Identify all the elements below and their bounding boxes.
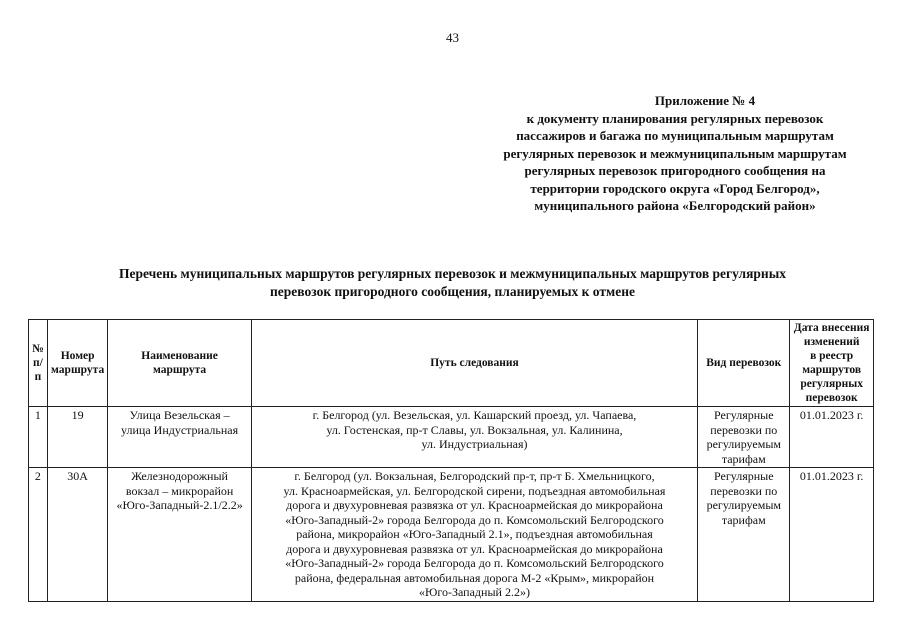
table-row — [29, 407, 874, 468]
table-row — [29, 468, 874, 602]
appendix-line: пассажиров и багажа по муниципальным маршрутам — [516, 128, 834, 143]
cell-route-name: Улица Везельская – улица Индустриальная — [108, 407, 251, 468]
document-title — [20, 265, 885, 301]
cell-route-number: 19 — [47, 407, 108, 468]
appendix-heading — [460, 92, 890, 215]
appendix-line: к документу планирования регулярных перевозок — [526, 110, 824, 126]
cell-path: г. Белгород (ул. Вокзальная, Белгородский пр-т, пр-т Б. Хмельницкого, ул. Красноармейская, ул. Белгородской сирени, подъездная автомобильная дорога и двухуровневая развязка от ул. Красноармейская до микрорайона «Юго-Западный-2» города Белгорода до п. Комсомольский Белгородского района, микрорайон «Юго-Западный 2.1», подъездная автомобильная дорога и двухуровневая развязка от ул. Красноармейская до микрорайона «Юго-Западный-2» города Белгорода до п. Комсомольский Белгородского района, федеральная автомобильная дорога М-2 «Крым», микрорайон «Юго-Западный 2.2») — [251, 468, 698, 602]
page-number: 43 — [446, 30, 459, 45]
cell-change-date: 01.01.2023 г. — [790, 407, 874, 468]
cell-num: 1 — [29, 407, 48, 468]
appendix-line: Приложение № 4 — [654, 93, 756, 108]
cell-path: г. Белгород (ул. Везельская, ул. Кашарский проезд, ул. Чапаева, ул. Гостенская, пр-т Славы, ул. Вокзальная, ул. Калинина, ул. Индустриальная) — [251, 407, 698, 468]
appendix-line: территории городского округа «Город Белгород», — [530, 180, 820, 196]
cell-route-name: Железнодорожный вокзал – микрорайон «Юго-Западный-2.1/2.2» — [108, 468, 251, 602]
cell-transport-type: Регулярные перевозки по регулируемым тарифам — [698, 468, 790, 602]
cell-num: 2 — [29, 468, 48, 602]
appendix-line: муниципального района «Белгородский район» — [534, 198, 816, 213]
header-route-number: Номер маршрута — [47, 320, 108, 407]
title-line: перевозок пригородного сообщения, планируемых к отмене — [270, 284, 635, 299]
cell-transport-type: Регулярные перевозки по регулируемым тарифам — [698, 407, 790, 468]
header-path: Путь следования — [251, 320, 698, 407]
header-num: № п/п — [29, 320, 48, 407]
table-header-row — [29, 320, 874, 407]
routes-table — [28, 319, 874, 602]
title-line: Перечень муниципальных маршрутов регулярных перевозок и межмуниципальных маршрутов регулярных — [119, 266, 786, 281]
header-route-name: Наименование маршрута — [108, 320, 251, 407]
cell-change-date: 01.01.2023 г. — [790, 468, 874, 602]
appendix-line: регулярных перевозок пригородного сообщения на — [524, 163, 826, 178]
header-change-date: Дата внесения изменений в реестр маршрутов регулярных перевозок — [790, 320, 874, 407]
cell-route-number: 30А — [47, 468, 108, 602]
header-transport-type: Вид перевозок — [698, 320, 790, 407]
appendix-line: регулярных перевозок и межмуниципальным маршрутам — [503, 145, 847, 161]
